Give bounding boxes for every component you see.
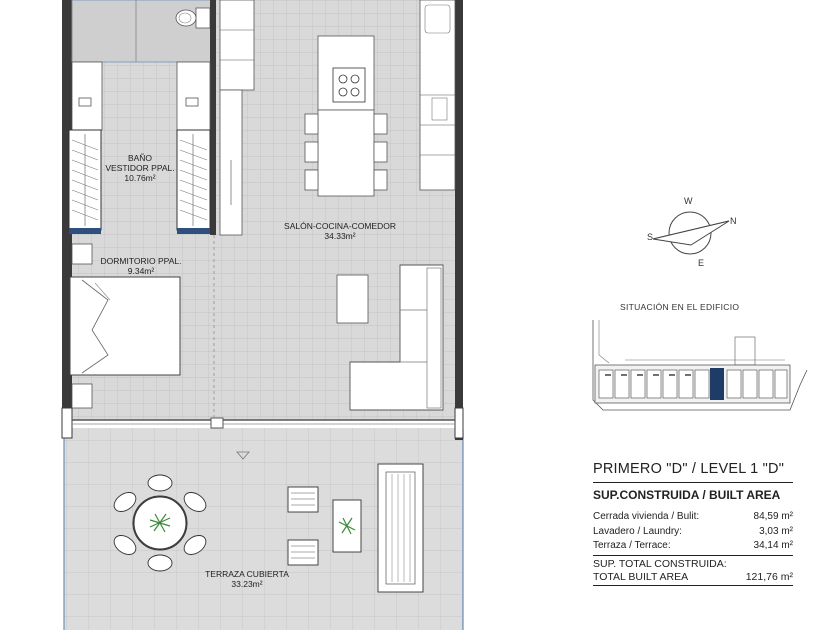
lounger-top [288, 487, 318, 512]
area-row-label: Terraza / Terrace: [593, 540, 671, 551]
total-value: 121,76 m² [745, 571, 793, 583]
total-row [593, 571, 793, 583]
living-label [280, 221, 400, 241]
bedroom-label [96, 256, 186, 276]
bedroom-area: 9.34m² [127, 266, 155, 276]
wardrobe-right [177, 130, 210, 234]
bath-label [100, 153, 180, 183]
compass-n: N [730, 216, 737, 226]
area-row-label: Cerrada vivienda / Bulit: [593, 511, 700, 522]
east-wall [455, 0, 463, 440]
coffee-table [337, 275, 368, 323]
area-row-closed [593, 511, 793, 522]
bath-subtitle: VESTIDOR PPAL. [105, 163, 175, 173]
compass-e: E [698, 258, 705, 268]
terrace-area: 33.23m² [231, 579, 263, 589]
terrace-label [196, 569, 298, 589]
dining-table [305, 110, 387, 196]
total-label-line-2: TOTAL BUILT AREA [593, 571, 689, 583]
kitchen-island [318, 36, 374, 110]
double-bed [70, 277, 180, 375]
compass-w: W [684, 196, 693, 206]
living-title: SALÓN-COCINA-COMEDOR [284, 221, 396, 231]
bath-title: BAÑO [127, 153, 153, 163]
unit-title: PRIMERO "D" / LEVEL 1 "D" [593, 461, 785, 477]
building-situation-diagram [585, 315, 815, 415]
total-label-line-1: SUP. TOTAL CONSTRUIDA: [593, 558, 727, 570]
vanity-left [72, 62, 102, 130]
bath-area: 10.76m² [124, 173, 156, 183]
living-area: 34.33m² [324, 231, 356, 241]
area-row-value: 34,14 m² [753, 540, 793, 551]
terrace-sofa [378, 464, 423, 592]
built-area-subtitle: SUP.CONSTRUIDA / BUILT AREA [593, 488, 781, 502]
area-row-value: 3,03 m² [759, 526, 793, 537]
compass-s: S [647, 232, 654, 242]
wardrobe-left [69, 130, 101, 234]
area-row-value: 84,59 m² [753, 511, 793, 522]
situation-label: SITUACIÓN EN EL EDIFICIO [620, 302, 740, 312]
area-row-terrace [593, 540, 793, 551]
bedroom-title: DORMITORIO PPAL. [100, 256, 182, 266]
lounger-bottom [288, 540, 318, 565]
info-panel [580, 0, 840, 630]
area-row-laundry [593, 526, 793, 537]
area-row-label: Lavadero / Laundry: [593, 526, 682, 537]
vanity-right [177, 62, 210, 130]
highlighted-unit [710, 368, 724, 400]
terrace-title: TERRAZA CUBIERTA [205, 569, 289, 579]
